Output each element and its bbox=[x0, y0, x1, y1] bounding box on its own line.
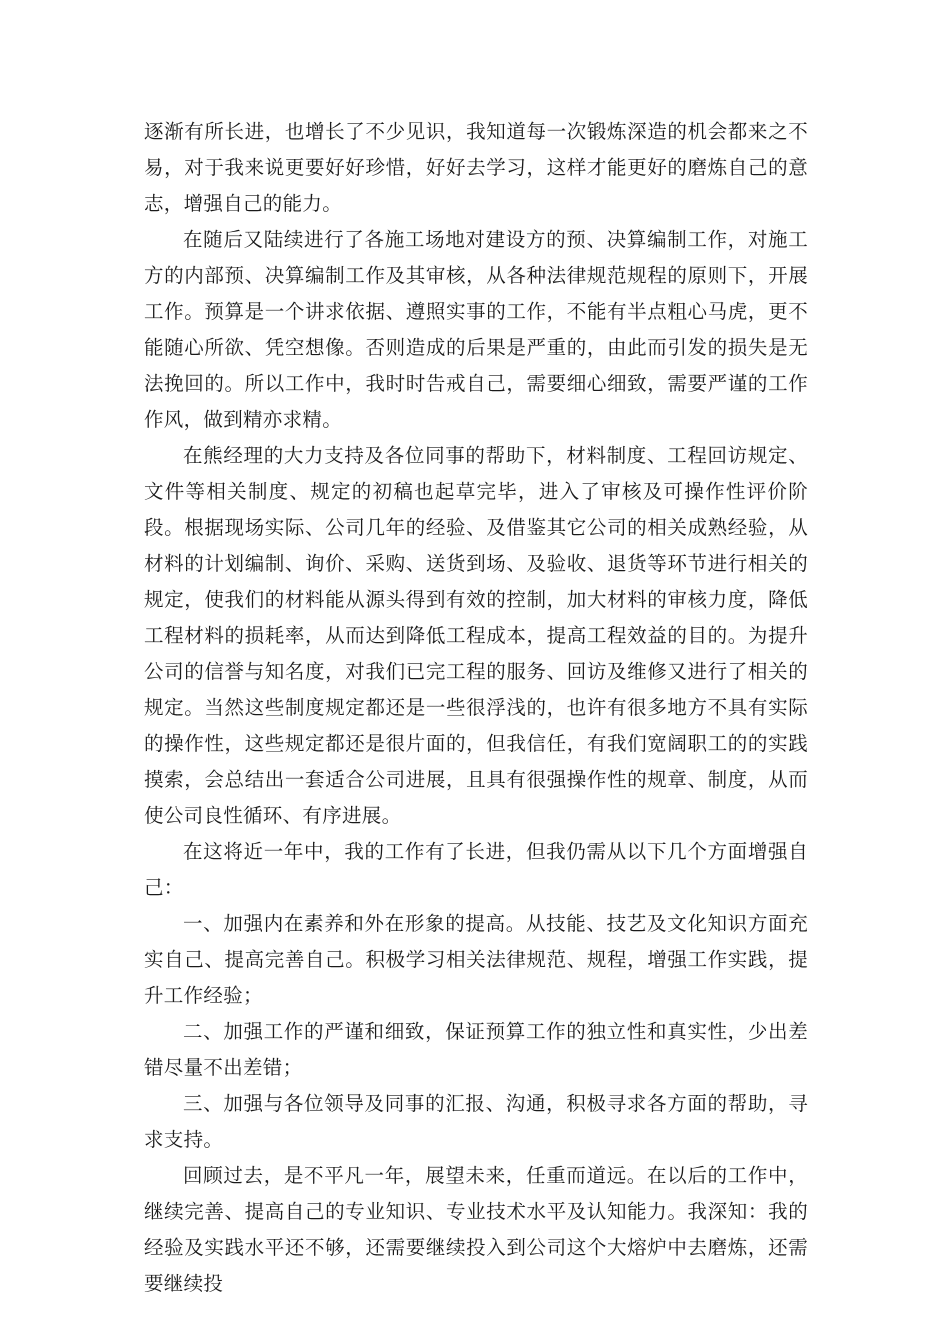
paragraph-outlook: 回顾过去，是不平凡一年，展望未来，任重而道远。在以后的工作中，继续完善、提高自己的专业知识、专业技术水平及认知能力。我深知：我的经验及实践水平还不够，还需要继续投入到公司这个大熔炉中去磨炼，还需要继续投 bbox=[144, 1164, 808, 1295]
document-body bbox=[144, 114, 808, 1302]
paragraph-continuation: 逐渐有所长进，也增长了不少见识，我知道每一次锻炼深造的机会都来之不易，对于我来说更要好好珍惜，好好去学习，这样才能更好的磨炼自己的意志，增强自己的能力。 bbox=[144, 120, 808, 215]
paragraph-regulations: 在熊经理的大力支持及各位同事的帮助下，材料制度、工程回访规定、文件等相关制度、规定的初稿也起草完毕，进入了审核及可操作性评价阶段。根据现场实际、公司几年的经验、及借鉴其它公司的相关成熟经验，从材料的计划编制、询价、采购、送货到场、及验收、退货等环节进行相关的规定，使我们的材料能从源头得到有效的控制，加大材料的审核力度，降低工程材料的损耗率，从而达到降低工程成本，提高工程效益的目的。为提升公司的信誉与知名度，对我们已完工程的服务、回访及维修又进行了相关的规定。当然这些制度规定都还是一些很浮浅的，也许有很多地方不具有实际的操作性，这些规定都还是很片面的，但我信任，有我们宽阔职工的的实践摸索，会总结出一套适合公司进展，且具有很强操作性的规章、制度，从而使公司良性循环、有序进展。 bbox=[144, 444, 808, 827]
paragraph-item-three: 三、加强与各位领导及同事的汇报、沟通，积极寻求各方面的帮助，寻求支持。 bbox=[144, 1092, 808, 1151]
paragraph-budget-work: 在随后又陆续进行了各施工场地对建设方的预、决算编制工作，对施工方的内部预、决算编制工作及其审核，从各种法律规范规程的原则下，开展工作。预算是一个讲求依据、遵照实事的工作，不能有半点粗心马虎，更不能随心所欲、凭空想像。否则造成的后果是严重的，由此而引发的损失是无法挽回的。所以工作中，我时时告戒自己，需要细心细致，需要严谨的工作作风，做到精亦求精。 bbox=[144, 228, 808, 431]
paragraph-item-two: 二、加强工作的严谨和细致，保证预算工作的独立性和真实性，少出差错尽量不出差错； bbox=[144, 1020, 808, 1079]
paragraph-improvement-intro: 在这将近一年中，我的工作有了长进，但我仍需从以下几个方面增强自己： bbox=[144, 840, 808, 899]
paragraph-item-one: 一、加强内在素养和外在形象的提高。从技能、技艺及文化知识方面充实自己、提高完善自己。积极学习相关法律规范、规程，增强工作实践，提升工作经验； bbox=[144, 912, 808, 1007]
